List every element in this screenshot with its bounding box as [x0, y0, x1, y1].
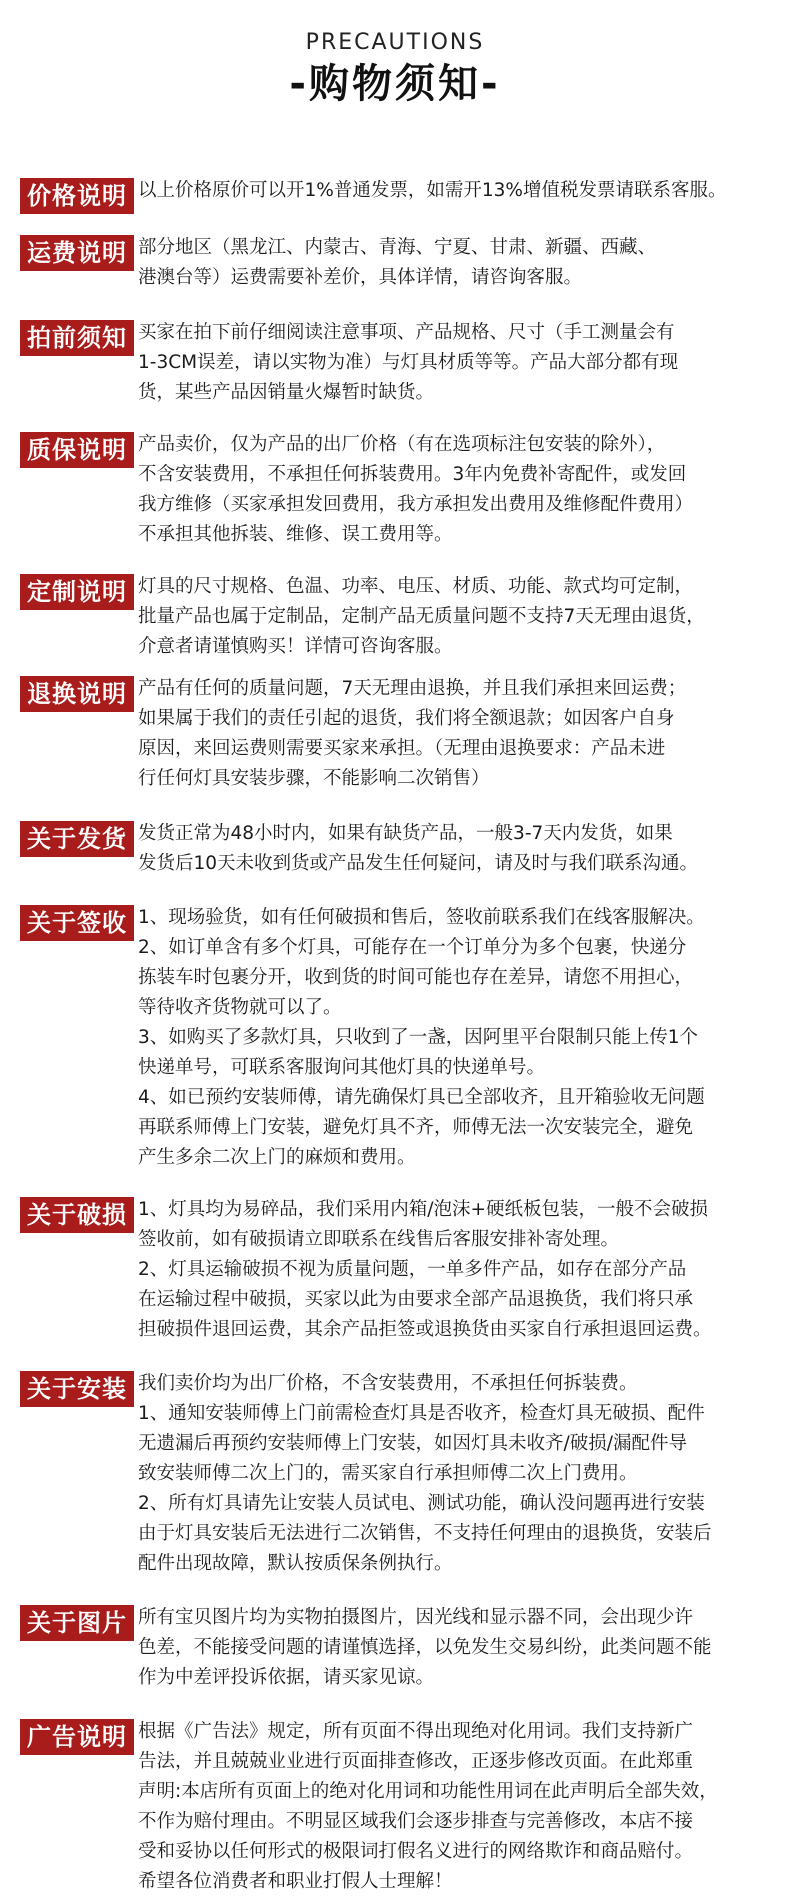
section-text: 发货正常为48小时内，如果有缺货产品，一般3-7天内发货，如果 发货后10天未收到货或产品发生任何疑问，请及时与我们联系沟通。: [138, 823, 699, 874]
title-english: PRECAUTIONS: [305, 30, 485, 55]
section-customization: [0, 572, 790, 662]
section-label: 关于破损: [20, 1197, 134, 1233]
section-label: 运费说明: [20, 235, 134, 271]
notice-sections: [0, 176, 790, 1897]
section-text: 产品卖价，仅为产品的出厂价格（有在选项标注包安装的除外）， 不含安装费用，不承担任何拆装费用。3年内免费补寄配件，或发回 我方维修（买家承担发回费用，我方承担发出费用及维修配件费用） 不承担其他拆装、维修、误工费用等。: [138, 434, 694, 545]
page-header: [0, 0, 790, 110]
section-label: 关于发货: [20, 821, 134, 857]
section-shipping-fee: [0, 233, 790, 293]
section-text: 灯具的尺寸规格、色温、功率、电压、材质、功能、款式均可定制， 批量产品也属于定制品，定制产品无质量问题不支持7天无理由退货， 介意者请谨慎购买！详情可咨询客服。: [138, 576, 705, 657]
section-label: 关于图片: [20, 1605, 134, 1641]
section-text: 1、灯具均为易碎品，我们采用内箱/泡沫+硬纸板包装，一般不会破损 签收前，如有破损请立即联系在线售后客服安排补寄处理。 2、灯具运输破损不视为质量问题，一单多件产品，如存在部分产品 在运输过程中破损，买家以此为由要求全部产品退换货，我们将只承 担破损件退回运费，其余产品拒签或退换货由买家自行承担退回运费。: [138, 1199, 712, 1340]
section-label: 价格说明: [20, 178, 134, 214]
section-label: 关于签收: [20, 905, 134, 941]
section-text: 买家在拍下前仔细阅读注意事项、产品规格、尺寸（手工测量会有 1-3CM误差，请以实物为准）与灯具材质等等。产品大部分都有现 货，某些产品因销量火爆暂时缺货。: [138, 322, 679, 403]
section-text: 以上价格原价可以开1%普通发票，如需开13%增值税发票请联系客服。: [138, 180, 727, 201]
section-delivery: [0, 819, 790, 879]
section-label: 广告说明: [20, 1719, 134, 1755]
section-text: 我们卖价均为出厂价格，不含安装费用，不承担任何拆装费。 1、通知安装师傅上门前需检查灯具是否收齐，检查灯具无破损、配件 无遗漏后再预约安装师傅上门安装，如因灯具未收齐/破损/漏配件导 致安装师傅二次上门的，需买家自行承担师傅二次上门费用。 2、所有灯具请先让安装人员试电、测试功能，确认没问题再进行安装 由于灯具安装后无法进行二次销售，不支持任何理由的退换货，安装后 配件出现故障，默认按质保条例执行。: [138, 1373, 712, 1574]
section-text: 所有宝贝图片均为实物拍摄图片，因光线和显示器不同，会出现少许 色差，不能接受问题的请谨慎选择，以免发生交易纠纷，此类问题不能 作为中差评投诉依据，请买家见谅。: [138, 1607, 712, 1688]
section-advertising: [0, 1717, 790, 1897]
section-text: 1、现场验货，如有任何破损和售后，签收前联系我们在线客服解决。 2、如订单含有多个灯具，可能存在一个订单分为多个包裹，快递分 拣装车时包裹分开，收到货的时间可能也存在差异，请您不用担心， 等待收齐货物就可以了。 3、如购买了多款灯具，只收到了一盏，因阿里平台限制只能上传1个 快递单号，可联系客服询问其他灯具的快递单号。 4、如已预约安装师傅，请先确保灯具已全部收齐，且开箱验收无问题 再联系师傅上门安装，避免灯具不齐，师傅无法一次安装完全，避免 产生多余二次上门的麻烦和费用。: [138, 907, 705, 1168]
section-text: 部分地区（黑龙江、内蒙古、青海、宁夏、甘肃、新疆、西藏、 港澳台等）运费需要补差价，具体详情，请咨询客服。: [138, 237, 657, 288]
section-receipt: [0, 903, 790, 1173]
section-installation: [0, 1369, 790, 1579]
section-before-purchase: [0, 318, 790, 408]
section-text: 根据《广告法》规定，所有页面不得出现绝对化用词。我们支持新广 告法，并且兢兢业业进行页面排查修改，正逐步修改页面。在此郑重 声明:本店所有页面上的绝对化用词和功能性用词在此声明后全部失效， 不作为赔付理由。不明显区域我们会逐步排查与完善修改，本店不接 受和妥协以任何形式的极限词打假名义进行的网络欺诈和商品赔付。 希望各位消费者和职业打假人士理解！: [138, 1721, 718, 1892]
page-title: -购物须知-: [289, 61, 501, 107]
section-label: 定制说明: [20, 574, 134, 610]
section-price: [0, 176, 790, 210]
section-label: 质保说明: [20, 432, 134, 468]
section-warranty: [0, 430, 790, 550]
section-label: 关于安装: [20, 1371, 134, 1407]
section-label: 拍前须知: [20, 320, 134, 356]
section-returns: [0, 674, 790, 794]
section-photos: [0, 1603, 790, 1693]
section-damage: [0, 1195, 790, 1345]
section-text: 产品有任何的质量问题，7天无理由退换，并且我们承担来回运费； 如果属于我们的责任引起的退货，我们将全额退款；如因客户自身 原因，来回运费则需要买家来承担。（无理由退换要求：产品未进 行任何灯具安装步骤，不能影响二次销售）: [138, 678, 687, 789]
section-label: 退换说明: [20, 676, 134, 712]
